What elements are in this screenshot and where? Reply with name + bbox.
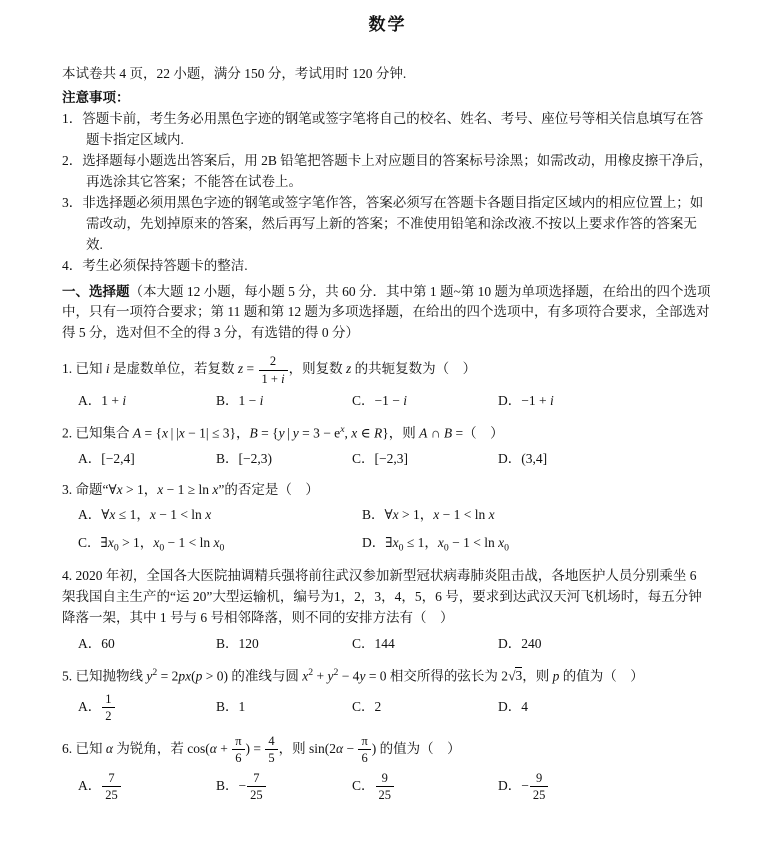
question-2-option-a: A．[−2,4] (78, 451, 135, 467)
question-2-options (62, 449, 713, 470)
question-2-option-c: C．[−2,3] (352, 451, 408, 467)
question-4-option-d: D．240 (498, 635, 542, 651)
question-2-stem: 2. 已知集合 A = {x | |x − 1| ≤ 3}，B = {y | $y = 3 - e^x$, x ∈ R}，则 A ∩ B =（ ） (62, 424, 504, 441)
question-3-options (62, 505, 713, 556)
question-2-option-b: B．[−2,3) (216, 451, 272, 467)
notice-title: 注意事项： (62, 90, 130, 106)
question-1-option-c: C．−1 − i (352, 393, 407, 409)
question-3-option-b: B．∀x > 1，x − 1 < ln x (362, 507, 495, 523)
question-4 (62, 566, 713, 655)
question-1-options (62, 391, 713, 412)
question-3-stem: 3. 命题“∀x > 1，x − 1 ≥ ln x”的否定是（ ） (62, 482, 319, 498)
question-6-stem: 6. 已知 α 为锐角，若 cos(α + $\frac{\pi}{6}$ ) = $\frac{4}{5}$ ，则 sin(2α − $\frac{\pi}{6}$ ) 的值为（ ） (62, 733, 461, 766)
question-6-option-a: A． $\frac{7}{25}$ (78, 771, 216, 803)
question-5-stem: 5. 已知抛物线 $y^2 = 2px(p > 0)$ 的准线与圆 $x^2 + y^2 - 4y = 0$ 相交所得的弦长为 2√3，则 p 的值为（ ） (62, 666, 644, 684)
notice-item-2: 2．选择题每小题选出答案后，用 2B 铅笔把答题卡上对应题目的答案标号涂黑；如需改动，用橡皮擦干净后，再选涂其它答案；不能答在试卷上。 (62, 153, 713, 189)
question-3-option-a: A．∀x ≤ 1，x − 1 < ln x (78, 507, 212, 523)
question-5-options (62, 692, 713, 724)
question-3 (62, 480, 713, 556)
question-4-options (62, 634, 713, 655)
notice-item-4: 4．考生必须保持答题卡的整洁. (62, 257, 248, 273)
page-title: 数学 (368, 15, 407, 34)
question-4-stem: 4. 2020 年初，全国各大医院抽调精兵强将前往武汉参加新型冠状病毒肺炎阻击战，各地医护人员分别乘坐 6 架我国自主生产的“运 20”大型运输机，编号为1，2，3，4，5，6 号，要求到达武汉天河飞机场时，每五分钟降落一架，其中 1 号与 6 号相邻降落，则不同的安排方法有（ ） (62, 567, 702, 625)
question-6-option-c: C． $\frac{9}{25}$ (352, 771, 498, 803)
notice-item-3: 3．非选择题必须用黑色字迹的钢笔或签字笔作答，答案必须写在答题卡各题目指定区域内的相应位置上；如需改动，先划掉原来的答案，然后再写上新的答案；不准使用铅笔和涂改液.不按以上要求作答的答案无效. (62, 194, 704, 252)
question-2-option-d: D．(3,4] (498, 451, 548, 467)
question-1-option-a: A．1 + i (78, 393, 127, 409)
question-5-option-c: C．2 (352, 699, 382, 715)
question-6-options (62, 771, 713, 803)
question-6-option-b: B．− $\frac{7}{25}$ (216, 771, 352, 803)
section-heading (62, 282, 713, 345)
question-2 (62, 422, 713, 470)
question-5-option-d: D．4 (498, 699, 528, 715)
question-4-option-b: B．120 (216, 635, 259, 651)
notice-item-1: 1．答题卡前，考生务必用黑色字迹的钢笔或签字笔将自己的校名、姓名、考号、座位号等相关信息填写在答题卡指定区域内. (62, 111, 704, 148)
section-description: （本大题 12 小题，每小题 5 分，共 60 分．其中第 1 题~第 10 题为单项选择题，在给出的四个选项中，只有一项符合要求；第 11 题和第 12 题为多项选择题，在给出的四个选项中，有多项符合要求，全部选对得 5 分，选对但不全的得 3 分，有选错的得 0 分） (62, 283, 711, 341)
question-3-option-d: D．$\exists x_0 \le 1$，$x_0 - 1 < \ln x_0$ (362, 535, 509, 554)
question-4-option-c: C．144 (352, 635, 395, 651)
question-1-stem: 1. 已知 i 是虚数单位，若复数 z = $\frac{2}{1 + i}$ ，则复数 z 的共轭复数为（ ） (62, 354, 477, 386)
question-5-option-a: A． $\frac{1}{2}$ (78, 692, 216, 724)
section-title: 一、选择题 (62, 283, 130, 299)
question-5 (62, 665, 713, 724)
exam-info: 本试卷共 4 页，22 小题，满分 150 分，考试用时 120 分钟. (62, 66, 407, 82)
question-3-option-c: C．$\exists x_0 > 1$，$x_0 - 1 < \ln x_0$ (78, 535, 225, 554)
question-5-option-b: B．1 (216, 699, 246, 715)
question-1-option-b: B．1 − i (216, 393, 264, 409)
question-4-option-a: A．60 (78, 635, 115, 651)
question-6 (62, 734, 713, 803)
question-1-option-d: D．−1 + i (498, 393, 554, 409)
question-6-option-d: D．− $\frac{9}{25}$ (498, 771, 713, 803)
question-1 (62, 354, 713, 412)
